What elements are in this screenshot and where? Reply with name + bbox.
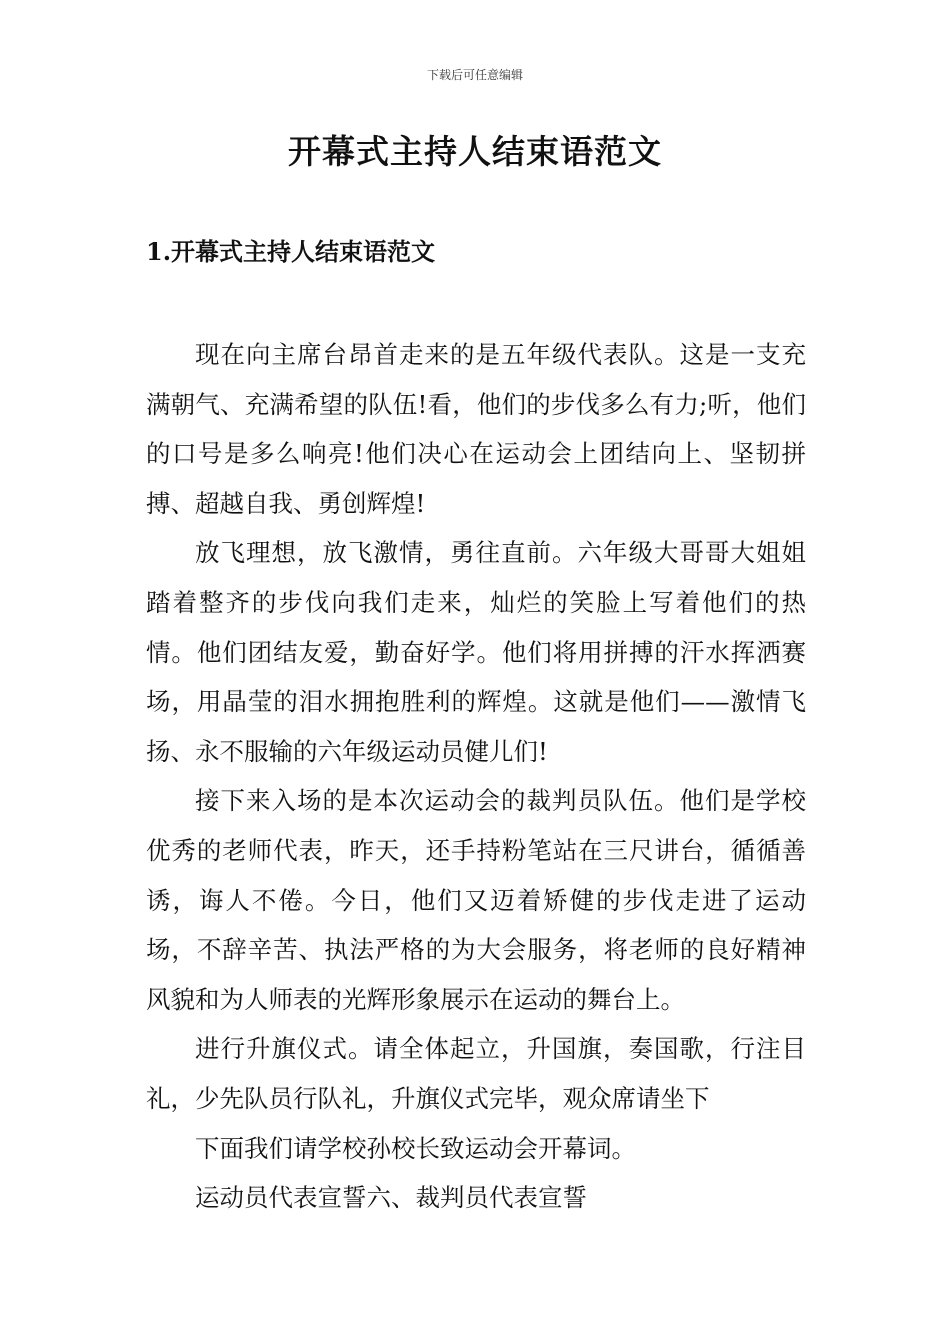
- paragraph-5: 下面我们请学校孙校长致运动会开幕词。: [195, 1133, 636, 1163]
- paragraph-2: 放飞理想，放飞激情，勇往直前。六年级大哥哥大姐姐踏着整齐的步伐向我们走来，灿烂的笑脸上写着他们的热情。他们团结友爱，勤奋好学。他们将用拼搏的汗水挥洒赛场，用晶莹的泪水拥抱胜利的辉煌。这就是他们——激情飞扬、永不服输的六年级运动员健儿们!: [146, 538, 806, 766]
- document-body: [146, 330, 806, 1223]
- header-note: 下载后可任意编辑: [426, 68, 523, 82]
- paragraph-4: 进行升旗仪式。请全体起立，升国旗，奏国歌，行注目礼，少先队员行队礼，升旗仪式完毕，观众席请坐下: [146, 1034, 806, 1113]
- document-title: 开幕式主持人结束语范文: [288, 132, 662, 171]
- paragraph-1: 现在向主席台昂首走来的是五年级代表队。这是一支充满朝气、充满希望的队伍!看，他们的步伐多么有力;听，他们的口号是多么响亮!他们决心在运动会上团结向上、坚韧拼搏、超越自我、勇创辉煌!: [146, 340, 806, 518]
- paragraph-6: 运动员代表宣誓六、裁判员代表宣誓: [195, 1183, 587, 1213]
- paragraph-3: 接下来入场的是本次运动会的裁判员队伍。他们是学校优秀的老师代表，昨天，还手持粉笔站在三尺讲台，循循善诱，诲人不倦。今日，他们又迈着矫健的步伐走进了运动场，不辞辛苦、执法严格的为大会服务，将老师的良好精神风貌和为人师表的光辉形象展示在运动的舞台上。: [146, 786, 806, 1014]
- section-heading: 1.开幕式主持人结束语范文: [146, 237, 436, 266]
